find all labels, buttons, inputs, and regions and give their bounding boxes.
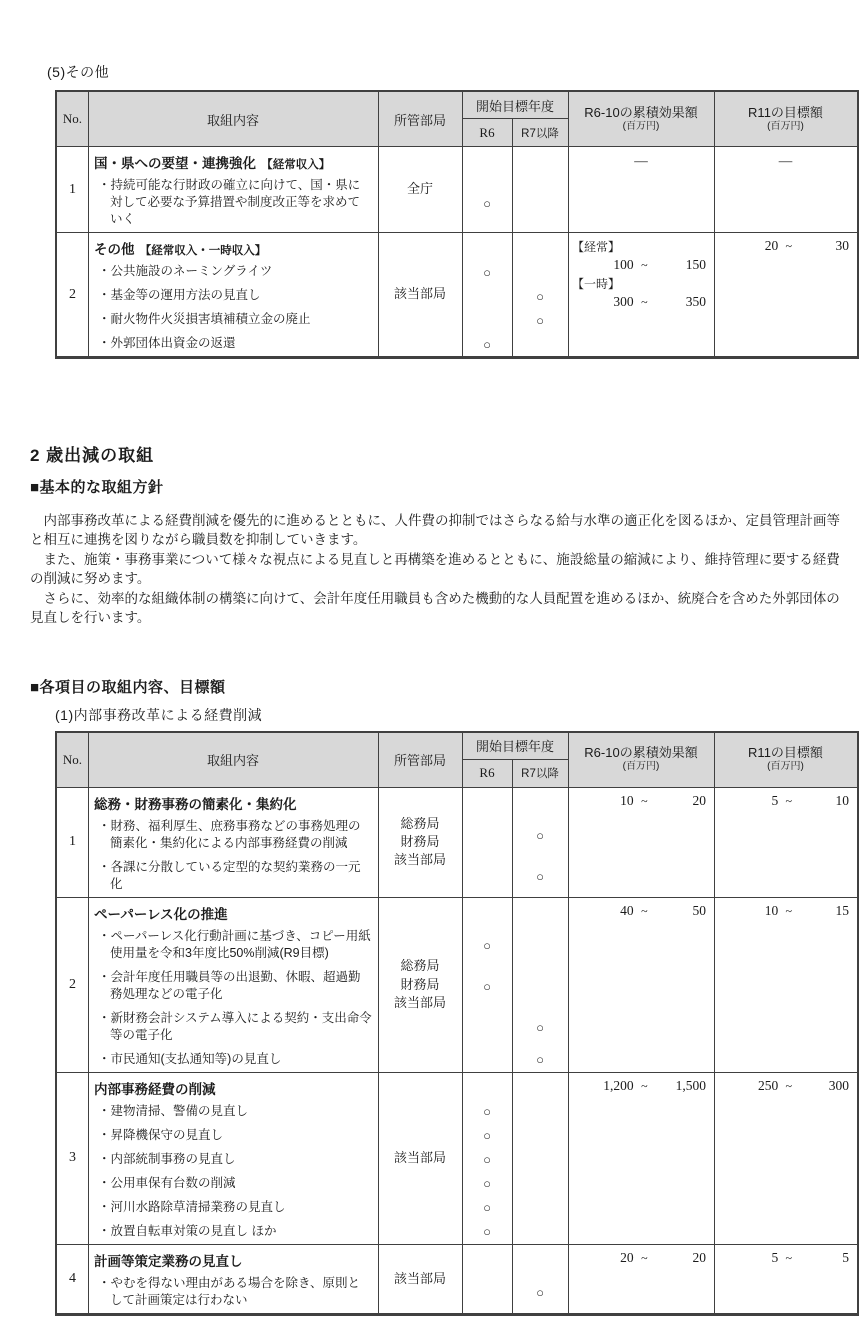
department-line: 該当部局 — [393, 286, 446, 302]
policy-paragraph: さらに、効率的な組織体制の構築に向けて、会計年度任用職員も含めた機動的な人員配置を進めるほか、統廃合を含めた外郭団体の見直しを行います。 — [30, 590, 840, 626]
header-start-year: 開始目標年度 — [462, 92, 568, 119]
bullet-item — [88, 174, 378, 232]
header-r6: R6 — [479, 124, 495, 140]
effect-from: 100 — [613, 257, 634, 272]
bullet-item — [88, 284, 378, 308]
bullet-item-text: ・市民通知(支払通知等)の見直し — [98, 1051, 282, 1066]
row-effect-amount — [568, 233, 714, 356]
bullet-item-text: ・新財務会計システム導入による契約・支出命令等の電子化 — [98, 1010, 372, 1042]
effect-label: 【一時】 — [572, 277, 621, 291]
target-to: 300 — [828, 1077, 849, 1093]
row-number: 2 — [69, 976, 76, 992]
tilde-symbol: ~ — [641, 295, 648, 309]
items-heading: ■各項目の取組内容、目標額 — [30, 678, 226, 696]
r6-circle: ○ — [483, 937, 491, 953]
effect-from: 10 — [620, 792, 634, 808]
header-target — [714, 92, 857, 146]
bullet-item — [88, 1007, 378, 1048]
tilde-symbol: ~ — [641, 793, 648, 808]
row-target-amount — [714, 788, 857, 897]
row-number: 1 — [69, 834, 76, 850]
tilde-symbol: ~ — [785, 793, 792, 808]
row-number: 2 — [69, 286, 76, 302]
r7-circle: ○ — [536, 312, 544, 328]
effect-to: 20 — [692, 1249, 706, 1265]
effect-to: 1,500 — [675, 1077, 706, 1093]
effect-from: 40 — [620, 902, 634, 918]
row-target-amount — [714, 147, 857, 232]
policy-paragraph: 内部事務改革による経費削減を優先的に進めるとともに、人件費の抑制ではさらなる給与水準の適正化を図るほか、定員管理計画等と相互に連携を図りながら職員数を抑制していきます。 — [30, 513, 840, 548]
row-heading — [88, 233, 378, 260]
header-target-unit: (百万円) — [767, 761, 804, 773]
row-number: 4 — [69, 1270, 76, 1286]
header-effect — [568, 92, 714, 146]
row-department — [378, 147, 462, 232]
row-department — [378, 1073, 462, 1244]
bullet-item-text: ・財務、福利厚生、庶務事務などの事務処理の簡素化・集約化による内部事務経費の削減 — [98, 818, 361, 850]
bullet-item-text: ・持続可能な行財政の確立に向けて、国・県に対して必要な予算措置や制度改正等を求めていく — [98, 178, 361, 226]
r6-circle: ○ — [483, 336, 491, 352]
header-dept: 所管部局 — [393, 753, 446, 769]
target-dash: — — [778, 153, 793, 168]
row-effect-amount — [568, 147, 714, 232]
target-to: 30 — [835, 238, 849, 253]
bullet-item — [88, 260, 378, 284]
r6-circle: ○ — [483, 195, 491, 211]
target-from: 250 — [758, 1077, 779, 1093]
department-line: 該当部局 — [393, 1150, 446, 1166]
effect-range — [568, 1077, 714, 1095]
effect-to: 50 — [692, 902, 706, 918]
r7-circle: ○ — [536, 827, 544, 843]
effect-from: 300 — [613, 294, 634, 309]
header-no: No. — [62, 111, 83, 126]
row-target-amount — [714, 233, 857, 356]
row-heading-note: 【経常収入】 — [258, 159, 331, 171]
bullet-item — [88, 856, 378, 897]
tilde-symbol: ~ — [785, 1078, 792, 1093]
bullet-item — [88, 966, 378, 1007]
row-heading — [88, 147, 378, 174]
table-row — [57, 147, 857, 233]
bullet-item-text: ・昇降機保守の見直し — [98, 1127, 224, 1142]
row-heading-text: その他 — [94, 242, 135, 257]
header-content: 取組内容 — [206, 112, 259, 128]
effect-range — [568, 902, 714, 920]
table-other-revenues — [55, 90, 859, 359]
bullet-item-text: ・河川水路除草清掃業務の見直し — [98, 1199, 286, 1214]
tilde-symbol: ~ — [641, 258, 648, 272]
r6-circle: ○ — [483, 1176, 491, 1192]
row-heading — [88, 788, 378, 815]
effect-range — [568, 256, 714, 274]
table-row — [57, 1073, 857, 1245]
section5-title: (5)その他 — [47, 64, 110, 80]
table-row — [57, 898, 857, 1073]
header-effect — [568, 733, 714, 787]
table-header — [57, 92, 857, 147]
department-line: 総務局 — [400, 958, 440, 974]
bullet-item-text: ・会計年度任用職員等の出退勤、休暇、超過勤務処理などの電子化 — [98, 969, 361, 1001]
r7-circle: ○ — [536, 288, 544, 304]
target-range — [714, 1077, 857, 1095]
row-target-amount — [714, 1245, 857, 1313]
header-r7: R7以降 — [521, 127, 559, 140]
effect-to: 150 — [685, 257, 706, 272]
tilde-symbol: ~ — [641, 903, 648, 918]
row-heading-text: 計画等策定業務の見直し — [94, 1253, 243, 1269]
effect-range — [568, 792, 714, 810]
bullet-item-text: ・耐火物件火災損害填補積立金の廃止 — [98, 312, 311, 326]
department-line: 該当部局 — [393, 852, 446, 868]
header-effect-label: R6-10の累積効果額 — [584, 104, 698, 120]
target-from: 5 — [771, 1249, 779, 1265]
r6-circle: ○ — [483, 1224, 491, 1240]
row-department — [378, 233, 462, 356]
tilde-symbol: ~ — [641, 1250, 648, 1265]
target-range — [714, 792, 857, 810]
target-range — [714, 902, 857, 920]
bullet-item — [88, 925, 378, 966]
header-start-year: 開始目標年度 — [462, 733, 568, 760]
policy-paragraph: また、施策・事務事業について様々な視点による見直しと再構築を進めるとともに、施設総量の縮減により、維持管理に要する経費の削減に努めます。 — [30, 551, 840, 587]
row-number: 1 — [69, 181, 76, 197]
target-range — [714, 1249, 857, 1267]
bullet-item-text: ・放置自転車対策の見直し ほか — [98, 1223, 277, 1238]
header-target-label: R11の目標額 — [748, 104, 823, 120]
row-department — [378, 1245, 462, 1313]
effect-from: 1,200 — [603, 1077, 634, 1093]
row-heading-text: 国・県への要望・連携強化 — [94, 156, 256, 171]
row-heading-text: 総務・財務事務の簡素化・集約化 — [94, 796, 297, 812]
effect-to: 350 — [685, 294, 706, 309]
bullet-item — [88, 1048, 378, 1072]
header-effect-unit: (百万円) — [622, 120, 660, 132]
row-effect-amount — [568, 1245, 714, 1313]
department-line: 財務局 — [400, 834, 440, 850]
row-department — [378, 898, 462, 1072]
bullet-item-text: ・各課に分散している定型的な契約業務の一元化 — [98, 859, 361, 891]
header-content: 取組内容 — [206, 753, 259, 769]
tilde-symbol: ~ — [785, 903, 792, 918]
bullet-item-text: ・建物清掃、警備の見直し — [98, 1103, 249, 1118]
header-target-label: R11の目標額 — [748, 745, 823, 761]
header-effect-unit: (百万円) — [622, 761, 660, 773]
row-effect-amount — [568, 788, 714, 897]
bullet-item-text: ・ペーパーレス化行動計画に基づき、コピー用紙使用量を令和3年度比50%削減(R9目標) — [98, 928, 371, 960]
effect-range — [568, 293, 714, 311]
bullet-item — [88, 1100, 378, 1124]
row-heading-note: 【経常収入・一時収入】 — [136, 245, 267, 257]
r7-circle: ○ — [536, 1052, 544, 1068]
bullet-item-text: ・外郭団体出資金の返還 — [98, 336, 236, 350]
header-effect-label: R6-10の累積効果額 — [584, 745, 698, 761]
tilde-symbol: ~ — [641, 1078, 648, 1093]
header-target-unit: (百万円) — [767, 120, 804, 132]
bullet-item — [88, 1148, 378, 1172]
bullet-item — [88, 1272, 378, 1313]
row-heading — [88, 898, 378, 925]
target-to: 10 — [835, 792, 849, 808]
effect-range — [568, 1249, 714, 1267]
r6-circle: ○ — [483, 978, 491, 994]
header-dept: 所管部局 — [393, 112, 446, 128]
department-line: 全庁 — [406, 181, 433, 197]
effect-label: 【経常】 — [572, 240, 621, 254]
table-header — [57, 733, 857, 788]
tilde-symbol: ~ — [785, 1250, 792, 1265]
table-row — [57, 233, 857, 357]
effect-dash: — — [634, 153, 648, 168]
bullet-item-text: ・やむを得ない理由がある場合を除き、原則として計画策定は行わない — [98, 1275, 361, 1307]
row-heading-text: 内部事務経費の削減 — [94, 1081, 216, 1097]
target-from: 20 — [764, 238, 779, 253]
target-to: 15 — [835, 902, 849, 918]
row-number: 3 — [69, 1150, 76, 1166]
row-heading-text: ペーパーレス化の推進 — [94, 906, 228, 922]
target-to: 5 — [842, 1249, 849, 1265]
row-effect-amount — [568, 898, 714, 1072]
bullet-item — [88, 1220, 378, 1244]
bullet-item-text: ・基金等の運用方法の見直し — [98, 288, 261, 302]
table-row — [57, 1245, 857, 1314]
r6-circle: ○ — [483, 264, 491, 280]
r6-circle: ○ — [483, 1104, 491, 1120]
bullet-item — [88, 815, 378, 856]
bullet-item — [88, 308, 378, 332]
header-no: No. — [62, 751, 83, 767]
bullet-item-text: ・内部統制事務の見直し — [98, 1151, 236, 1166]
row-department — [378, 788, 462, 897]
section2-heading: 2 歳出減の取組 — [30, 446, 155, 465]
bullet-item — [88, 1196, 378, 1220]
department-line: 総務局 — [400, 815, 440, 831]
department-line: 財務局 — [400, 976, 440, 992]
table-internal-reform — [55, 731, 859, 1316]
r7-circle: ○ — [536, 868, 544, 884]
bullet-item — [88, 332, 378, 356]
table-row — [57, 788, 857, 898]
row-target-amount — [714, 898, 857, 1072]
r6-circle: ○ — [483, 1152, 491, 1168]
bullet-item — [88, 1124, 378, 1148]
r7-circle: ○ — [536, 1019, 544, 1035]
department-line: 該当部局 — [393, 1270, 446, 1286]
row-heading — [88, 1245, 378, 1272]
target-from: 5 — [771, 792, 779, 808]
bullet-item — [88, 1172, 378, 1196]
row-heading — [88, 1073, 378, 1100]
bullet-item-text: ・公用車保有台数の削減 — [98, 1175, 236, 1190]
row-target-amount — [714, 1073, 857, 1244]
header-target — [714, 733, 857, 787]
effect-to: 20 — [692, 792, 706, 808]
target-from: 10 — [764, 902, 779, 918]
header-r7: R7以降 — [521, 768, 559, 781]
bullet-item-text: ・公共施設のネーミングライツ — [98, 264, 273, 278]
target-range — [714, 237, 857, 255]
r6-circle: ○ — [483, 1200, 491, 1216]
policy-paragraphs — [30, 511, 852, 628]
row-effect-amount — [568, 1073, 714, 1244]
tilde-symbol: ~ — [785, 239, 792, 253]
policy-heading: ■基本的な取組方針 — [30, 479, 164, 496]
r7-circle: ○ — [536, 1284, 544, 1300]
effect-from: 20 — [620, 1249, 634, 1265]
r6-circle: ○ — [483, 1128, 491, 1144]
department-line: 該当部局 — [393, 994, 446, 1010]
sub1-title: (1)内部事務改革による経費削減 — [55, 706, 263, 723]
header-r6: R6 — [479, 765, 495, 781]
